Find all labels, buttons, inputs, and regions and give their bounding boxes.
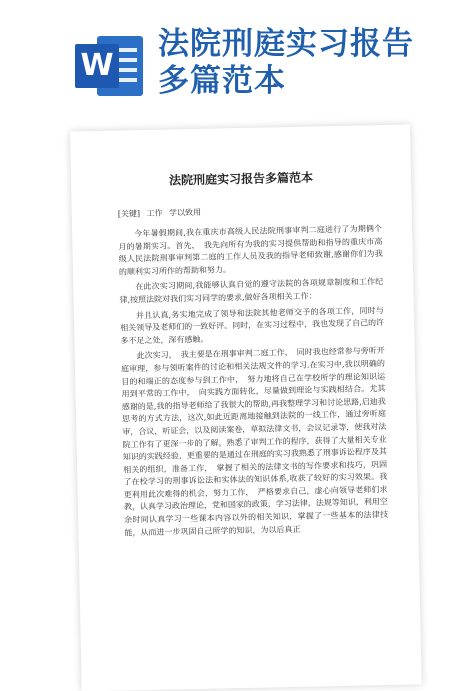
banner-title bbox=[158, 26, 458, 100]
banner-title-line-2: 多篇范本 bbox=[158, 63, 286, 99]
word-icon-letter: W bbox=[75, 44, 119, 88]
body-paragraph: 今年暑假期间,我在重庆市高级人民法院刑事审判二庭进行了为期俩个月的暑期实习。首先， 我先向所有为我的实习提供帮助和指导的重庆市高级人民法院刑事审判第二庭的工作人员及我的指导老师致谢,感谢你们为我的顺利实习所作的帮助和努力。 bbox=[118, 224, 383, 277]
document-page bbox=[70, 124, 422, 691]
keyword: 学以致用 bbox=[169, 207, 202, 218]
banner-title-line-1: 法院刑庭实习报告 bbox=[158, 26, 414, 62]
body-paragraph: 此次实习， 我主要是在刑事审判二庭工作， 同时我也经常参与旁听开庭审理，参与领听案件的讨论和相关法规文件的学习.在实习中,我以明确的目的和端正的态度参与到工作中， 努力地将自己在学校所学的理论知识运用到平常的工作中， 向实践方面转化，尽量做到理论与实践相结合。尤其感谢的是,我的指导老师给了我很大的帮助,再我整理学习和讨论思路,启迪我思考的方式方法，这次,如此近距离地接触到法院的一线工作，通过旁听庭审，合议，听证会，以及阅读案卷，草拟法律文书，会议记录等，使我对法院工作有了更深一步的了解，熟悉了审判工作的程序，获得了大量相关专业知识的实践经验，更重要的是通过在刑庭的实习我熟悉了刑事诉讼程序及其相关的组织，准备工作， 掌握了相关的法律文书的写作要求和技巧，巩固了在校学习的刑事诉讼法和实体法的知识体系,收获了较好的实习效果。我更利用此次难得的机会，努力工作， 严格要求自己，虚心向领导老师们求教，认真学习政治理论，党和国家的政策，学习法律，法规等知识，利用空余时间认真学习一些课本内容以外的相关知识，掌握了一些基本的法律技能，从而进一步巩固自己所学的知识，为以后真正 bbox=[120, 346, 389, 538]
document-title: 法院刑庭实习报告多篇范本 bbox=[168, 170, 314, 188]
document-body bbox=[118, 223, 389, 543]
keyword: 工作 bbox=[146, 208, 163, 218]
body-paragraph: 并且认真,务实地完成了领导和法院其他老师交予的各项工作，同时与相关领导及老师们的一致好评。同时，在实习过程中，我也发现了自己的许多不足之处，深有感触。 bbox=[120, 305, 385, 346]
keywords-line bbox=[118, 207, 206, 220]
banner bbox=[0, 0, 474, 120]
body-paragraph: 在此次实习期间,我能够认真自觉的遵守法院的各项规章制度和工作纪律,按照法院对我们实习同学的要求,做好各项相关工作： bbox=[119, 277, 384, 305]
keywords-label: [关键] bbox=[117, 209, 141, 219]
word-document-icon bbox=[75, 36, 147, 96]
